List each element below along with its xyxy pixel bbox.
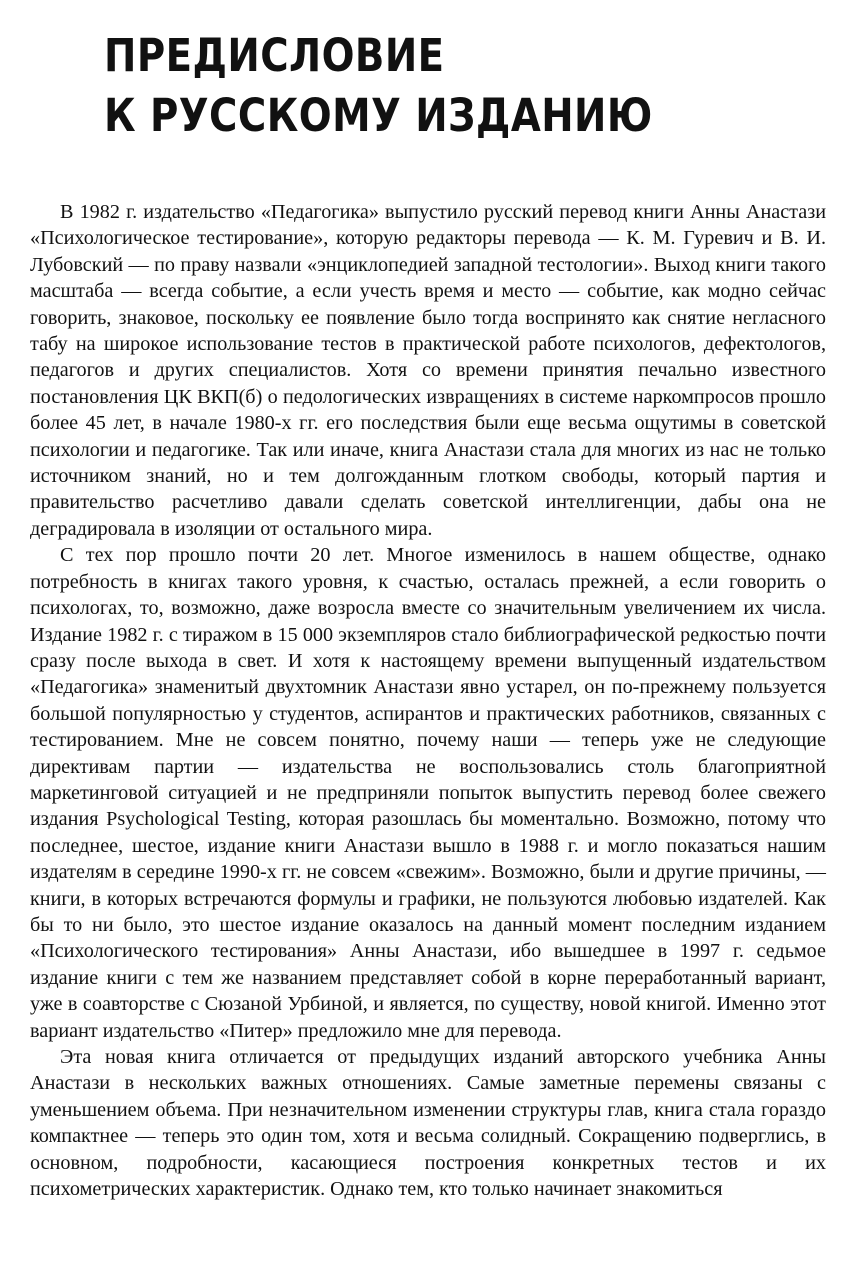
title-line-2: К РУССКОМУ ИЗДАНИЮ xyxy=(104,89,653,142)
paragraph-2: С тех пор прошло почти 20 лет. Многое изменилось в нашем обществе, однако потребность в книгах такого уровня, к счастью, осталась прежней, а если говорить о психологах, то, возможно, даже возросла вместе со значительным увеличением их числа. Издание 1982 г. с тиражом в 15 000 экземпляров стало библиографической редкостью почти сразу после выхода в свет. И хотя к настоящему времени выпущенный издательством «Педагогика» знаменитый двухтомник Анастази явно устарел, он по-прежнему пользуется большой популярностью у студентов, аспирантов и практических работников, связанных с тестированием. Мне не совсем понятно, почему наши — теперь уже не следующие директивам партии — издательства не воспользовались столь благоприятной маркетинговой ситуацией и не предприняли попыток выпустить перевод более свежего издания Psychological Testing, которая разошлась бы моментально. Возможно, потому что последнее, шестое, издание книги Анастази вышло в 1988 г. и могло показаться нашим издателям в середине 1990-х гг. не совсем «свежим». Возможно, были и другие причины, — книги, в которых встречаются формулы и графики, не пользуются любовью издателей. Как бы то ни было, это шестое издание оказалось на данный момент последним изданием «Психологического тестирования» Анны Анастази, ибо вышедшее в 1997 г. седьмое издание книги с тем же названием представляет собой в корне переработанный вариант, уже в соавторстве с Сюзаной Урбиной, и является, по существу, новой книгой. Именно этот вариант издательство «Питер» предложило мне для перевода. xyxy=(30,544,826,1042)
title-line-1: ПРЕДИСЛОВИЕ xyxy=(104,29,445,82)
body-text xyxy=(30,199,826,1202)
paragraph-3: Эта новая книга отличается от предыдущих изданий авторского учебника Анны Анастази в нескольких важных отношениях. Самые заметные перемены связаны с уменьшением объема. При незначительном изменении структуры глав, книга стала гораздо компактнее — теперь это один том, хотя и весьма солидный. Сокращению подверглись, в основном, подробности, касающиеся построения конкретных тестов и их психометрических характеристик. Однако тем, кто только начинает знакомиться xyxy=(30,1046,826,1201)
paragraph-1: В 1982 г. издательство «Педагогика» выпустило русский перевод книги Анны Анастази «Психологическое тестирование», которую редакторы перевода — К. М. Гуревич и В. И. Лубовский — по праву назвали «энциклопедией западной тестологии». Выход книги такого масштаба — всегда событие, а если учесть время и место — событие, как модно сейчас говорить, знаковое, поскольку ее появление было тогда воспринято как снятие негласного табу на широкое использование тестов в практической работе психологов, дефектологов, педагогов и других специалистов. Хотя со времени принятия печально известного постановления ЦК ВКП(б) о педологических извращениях в системе наркомпросов прошло более 45 лет, в начале 1980-х гг. его последствия были еще весьма ощутимы в советской психологии и педагогике. Так или иначе, книга Анастази стала для многих из нас не только источником знаний, но и тем долгожданным глотком свободы, который партия и правительство расчетливо давали сделать советской интеллигенции, дабы она не деградировала в изоляции от остального мира. xyxy=(30,201,826,540)
page-title xyxy=(104,26,653,146)
